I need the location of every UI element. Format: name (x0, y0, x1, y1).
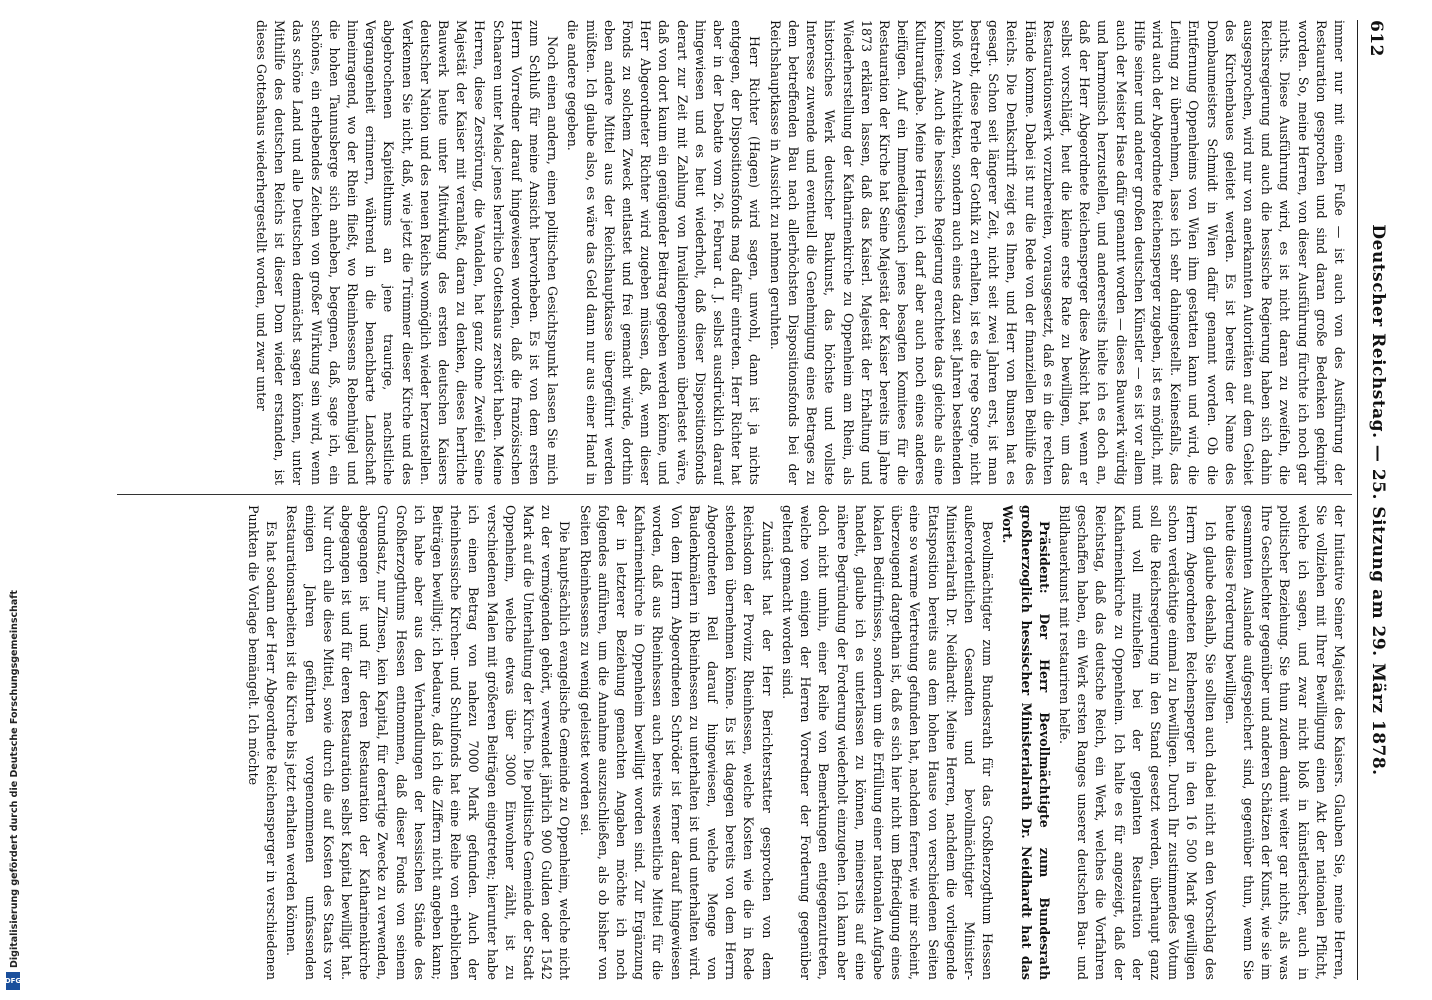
dfg-logo: DFG (6, 972, 20, 990)
paragraph: Noch einen andern, einen politischen Gesichtspunkt lassen Sie mich zum Schluß für meine Ansicht hervorheben. Es ist von dem ersten Herrn Vorredner darauf hingewiesen worden, daß die französischen Schaaren unter Melac jenes herrliche Gotteshaus zerstört haben. Meine Herren, diese Zerstörung, die Vandalen, hat ganz ohne Zweifel Seine Majestät der Kaiser mit veranlaßt, daran zu denken, dieses herrliche Bauwerk heute unter Mitwirkung des ersten deutschen Kaisers deutscher Nation und des neuen Reichs womöglich wieder herzustellen. Verkennen Sie nicht, daß, wie jetzt die Trümmer dieser Kirche und des abgebrochenen Kapitelthums an jene traurige, nachstliche Vergangenheit erinnern, während in die benachbarte Landschaft hineinragend, wo der Rhein fließt, wo Rheinhessens Rebenhügel und die hohen Taunusberge sich anheben, begegnen, daß, sage ich, ein schönes, ein erhebendes Zeichen von großer Wirkung sein wird, wenn das schöne Land und alle Deutschen demnächst sagen können, unter Mithilfe des deutschen Reichs ist dieser Dom wieder erstanden, ist dieses Gotteshaus wiederhergestellt worden, und zwar unter (254, 20, 561, 485)
running-title: Deutscher Reichstag. — 25. Sitzung am 29. März 1878. (1368, 224, 1388, 776)
paragraph: Ich glaube deshalb, Sie sollten auch dabei nicht an den Vorschlag des Herrn Abgeordneten Reichensperger in den 16 500 Mark gewilligen schon verdächtige einmal zu bewilligen. Durch Ihr zustimmendes Votum soll die Reichsregierung in den Stand gesetzt werden, überhaupt ganz und voll mitzuhelfen bei der geplanten Restauration der Katharinenkirche zu Oppenheim. Ich halte es für angezeigt, daß der Reichstag, daß das deutsche Reich, ein Werk, welches die Vorfahren geschaffen haben, ein Werk ersten Ranges unserer deutschen Bau- und Bildhauerkunst mit restauriren helfe. (1056, 505, 1218, 980)
paragraph: Zunächst hat der Herr Berichterstatter gesprochen von dem Reichsdom der Provinz Rheinhessen, welche Kosten wie die in Rede stehenden übernehmen könne. Es ist dagegen bereits von dem Herrn Abgeordneten Reil darauf hingewiesen, welche Menge von Baudenkmälern in Rheinhessen zu unterhalten ist und unterhalten wird. Von dem Herrn Abgeordneten Schröder ist ferner darauf hingewiesen worden, daß aus Rheinhessen auch bereits wesentliche Mittel für die Katharinenkirche in Oppenheim bewilligt worden sind. Zur Ergänzung der in letzterer Beziehung gemachten Angaben möchte ich noch folgendes anführen, um die Annahme auszuschließen, als ob bisher von Seiten Rheinhessens zu wenig geleistet worden sei. (577, 505, 775, 980)
paragraph: immer nur mit einem Fuße — ist auch von des Ausführung der Restauration gesprochen und sind daran große Bedenken geknüpft worden. So, meine Herren, von dieser Ausführung fürchte ich noch gar nichts. Diese Ausführung wird, es ist nicht daran zu zweifeln, die Reichsregierung und auch die hessische Regierung haben sich dahin ausgesprochen, wird nur von anerkannten Autoritäten auf dem Gebiet des Kirchenbaues geleitet werden. Es ist bereits der Name des Dombaumeisters Schmidt in Wien dafür genannt worden. Ob die Entfernung Oppenheims von Wien ihm gestatten kann und wird, die Leitung zu übernehmen, lasse ich sehr dahingestellt. Keinesfalls, das wird auch der Abgeordnete Reichensperger zugeben, ist es möglich, mit Hilfe seiner und anderer großen deutschen Künstler — es ist vor allem auch der Meister Hase dafür genannt worden — dieses Bauwerk würdig und harmonisch herzustellen, und andererseits hielte ich es doch an, daß der Herr Abgeordnete Reichensperger diese Absicht hat, wenn er selbst vorschlägt, heut die kleine erste Rate zu bewilligen, um das Restaurationswerk vorzubereiten, vorausgesetzt, daß es in die rechten Hände komme. Dabei ist nur die Rede von der finanziellen Beihilfe des Reichs. Die Denkschrift zeigt es Ihnen, und Herr von Bunsen hat es gesagt. Schon seit längerer Zeit, nicht seit zwei Jahren erst, ist man bestrebt, diese Perle der Gothik zu erhalten, ist es die rege Sorge, nicht bloß von Architekten, sondern auch eines dazu seit Jahren bestehenden Komitees. Auch die hessische Regierung erachtete das gleiche als eine Kulturaufgabe. Meine Herren, ich darf aber auch noch eines anderes beifügen. Auf ein Immediatgesuch jenes besagten Komitees für die Restauration der Kirche hat Seine Majestät der Kaiser bereits im Jahre 1873 erklären lassen, daß das Kaiserl. Majestät der Erhaltung und Wiederherstellung der Katharinenkirche zu Oppenheim am Rhein, als historisches Werk deutscher Baukunst, das höchste und vollste Interesse zuwende und eventuell die Genehmigung eines Betrages zu dem betreffenden Bau nach allerhöchsten Dispositionsfonds bei der Reichshauptkasse in Aussicht zu nehmen geruhten. (767, 20, 1347, 485)
speaker-paragraph: Bevollmächtigter zum Bundesrath für das Großherzogthum Hessen außerordentlichen Gesandten und bevollmächtigter Minister-Ministerialrath Dr. Neidhardt: Meine Herren, nachdem die vorliegende Etatsposition bereits aus dem hohen Hause von verschiedenen Seiten eine so warme Vertretung gefunden hat, nachdem ferner, wie mir scheint, überzeugend dargethan ist, daß es sich hier nicht um Befriedigung eines lokalen Bedürfnisses, sondern um die Erfüllung einer nationalen Aufgabe handelt, glaube ich es unterlassen zu können, meinerseits auf eine nähere Begründung der Forderung wiederholt einzugehen. Ich kann aber doch nicht umhin, einer Reihe von Bemerkungen entgegenzutreten, welche von einigen der Herren Vorredner der Forderung gegenüber geltend gemacht worden sind. (779, 505, 996, 980)
right-column (118, 505, 1348, 980)
paragraph: Herr Richter (Hagen) wird sagen, unwohl, dann ist ja nichts entgegen, der Dispositionsfonds mag dafür eintreten. Herr Richter hat aber in der Debatte vom 26. Februar d. J. selbst ausdrücklich darauf hingewiesen und es heut wiederholt, daß dieser Dispositionsfonds derart zur Zeit mit Zahlung von Invalidenpensionen überlastet wäre, daß von dort kaum ein genügender Beitrag gegeben werden könne, und Herr Abgeordneter Richter wird zugeben müssen, daß, wenn dieser Fonds zu solchem Zweck entlastet und frei gemacht würde, dorthin eben andere Mittel aus der Reichshauptkasse übergeführt werden müßten. Ich glaube also, es wäre das Geld dann nur aus einer Hand in die andere gegeben. (565, 20, 763, 485)
speaker-paragraph: Präsident: Der Herr Bevollmächtigte zum Bundesrath großherzoglich hessischer Ministerialrath Dr. Neidhardt hat das Wort. (1000, 505, 1052, 980)
paragraph: Es hat sodann der Herr Abgeordnete Reichensperger in verschiedenen Punkten die Vorlage bemängelt. Ich möchte (246, 505, 280, 980)
document-page (100, 0, 1400, 1000)
digitization-credit (6, 30, 20, 990)
column-divider (117, 494, 1352, 495)
credit-text: Digitalisierung gefördert durch die Deutsche Forschungsgemeinschaft (9, 590, 20, 968)
page-number: 612 (1366, 20, 1386, 57)
paragraph: Die hauptsächlich evangelische Gemeinde zu Oppenheim, welche nicht zu der vermögenden gehört, verwendet jährlich 900 Gulden oder 1542 Mark auf die Unterhaltung der Kirche. Die politische Gemeinde der Stadt Oppenheim, welche etwas über 3000 Einwohner zählt, ist zu verschiedenen Malen mit größeren Beiträgen eingetreten; hierunter habe ich einen Betrag von nahezu 7000 Mark gefunden. Auch der rheinhessische Kirchen- und Schulfonds hat eine Reihe von erheblichen Beiträgen bewilligt; ich bedaure, daß ich die Ziffern nicht angeben kann; ich habe aber aus den Verhandlungen der hessischen Stände des Großherzogthums Hessen entnommen, daß dieser Fonds von seinem Grundsatz, nur Zinsen, kein Kapital, für derartige Zwecke zu verwenden, abgegangen ist und für deren Restauration der Katharinenkirche abgegangen ist und für deren Restauration selbst Kapital bewilligt hat. Nur durch alle diese Mittel, sowie durch die auf Kosten des Staats vor einigen Jahren geführten vorgenommenen umfassenden Restaurationsarbeiten ist die Kirche bis jetzt erhalten werden können. (284, 505, 573, 980)
header-rule (1357, 20, 1358, 980)
page-header (1356, 20, 1390, 980)
paragraph: der Initiative Seiner Majestät des Kaisers. Glauben Sie, meine Herren, Sie vollziehen mit Ihrer Bewilligung einen Akt der nationalen Pflicht, welche ich sagen, und zwar nicht bloß in künstlerischer, auch in politischer Beziehung. Sie thun zudem damit weiter gar nichts, als was Ihre Geschlechter gegenüber und anderen Schätzen der Kunst, wie sie im gesammten Auslande aufgespeichert sind, gegenüber thun, wenn Sie heute diese Forderung bewilligen. (1222, 505, 1347, 980)
left-column (118, 20, 1348, 485)
